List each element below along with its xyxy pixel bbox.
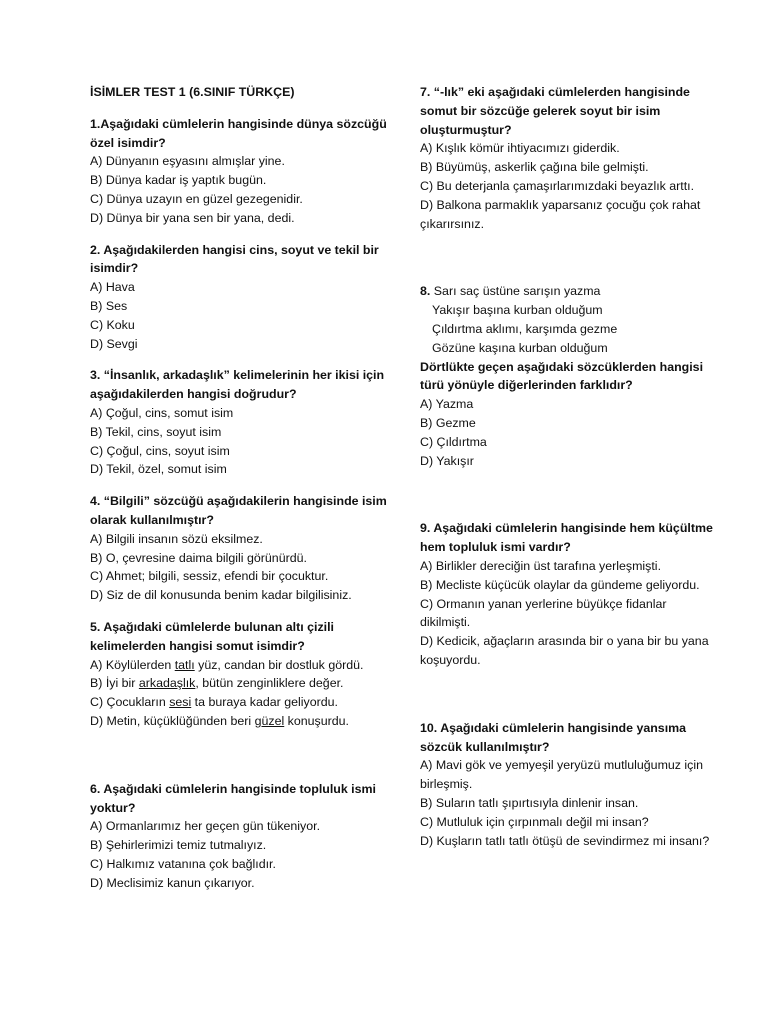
option-a: A) Hava <box>90 280 135 295</box>
question-10 <box>420 719 720 851</box>
question-1 <box>90 115 390 228</box>
option-b: B) Ses <box>90 298 128 313</box>
question-stem: 7. “-lık” eki aşağıdaki cümlelerden hangisinde somut bir sözcüğe gelerek soyut bir isim oluşturmuştur? <box>420 85 690 137</box>
option-d: D) Dünya bir yana sen bir yana, dedi. <box>90 210 295 225</box>
option-d: D) Balkona parmaklık yaparsanız çocuğu çok rahat çıkarırsınız. <box>420 197 701 231</box>
option-c-text-rest: ta buraya kadar geliyordu. <box>191 695 338 710</box>
option-a <box>90 656 390 675</box>
question-8 <box>420 282 720 470</box>
option-c-text: C) Çocukların <box>90 695 170 710</box>
option-c: C) Halkımız vatanına çok bağlıdır. <box>90 856 276 871</box>
test-title: İSİMLER TEST 1 (6.SINIF TÜRKÇE) <box>90 85 295 99</box>
spacer <box>420 483 720 519</box>
poem-line-text: Sarı saç üstüne sarışın yazma <box>433 284 601 299</box>
option-c <box>90 693 390 712</box>
option-c: C) Ormanın yanan yerlerine büyükçe fidanlar dikilmişti. <box>420 596 667 630</box>
question-stem: Dörtlükte geçen aşağıdaki sözcüklerden hangisi türü yönüyle diğerlerinden farklıdır? <box>420 359 704 393</box>
option-c: C) Çıldırtma <box>420 434 487 449</box>
option-a-text-rest: yüz, candan bir dostluk gördü. <box>194 657 364 672</box>
option-a: A) Yazma <box>420 397 474 412</box>
option-d: D) Tekil, özel, somut isim <box>90 462 227 477</box>
question-2 <box>90 241 390 354</box>
option-a: A) Ormanlarımız her geçen gün tükeniyor. <box>90 819 321 834</box>
option-b: B) Gezme <box>420 415 476 430</box>
option-c: C) Koku <box>90 317 135 332</box>
question-stem: 3. “İnsanlık, arkadaşlık” kelimelerinin her ikisi için aşağıdakilerden hangisi doğrudur? <box>90 368 385 402</box>
option-c: C) Bu deterjanla çamaşırlarımızdaki beyazlık arttı. <box>420 178 695 193</box>
option-b: B) O, çevresine daima bilgili görünürdü. <box>90 550 307 565</box>
option-d: D) Yakışır <box>420 453 474 468</box>
poem-line: Yakışır başına kurban olduğum <box>432 303 603 318</box>
option-b: B) Şehirlerimizi temiz tutmalıyız. <box>90 838 267 853</box>
option-d: D) Siz de dil konusunda benim kadar bilgilisiniz. <box>90 588 352 603</box>
option-b: B) Büyümüş, askerlik çağına bile gelmişti. <box>420 160 649 175</box>
option-b <box>90 674 390 693</box>
option-b: B) Tekil, cins, soyut isim <box>90 424 222 439</box>
question-stem: 5. Aşağıdaki cümlelerde bulunan altı çizili kelimelerden hangisi somut isimdir? <box>90 619 334 653</box>
question-6 <box>90 780 390 893</box>
question-5 <box>90 618 390 731</box>
option-a: A) Birlikler dereciğin üst tarafına yerleşmişti. <box>420 558 662 573</box>
question-number: 8. <box>420 284 431 299</box>
question-3 <box>90 366 390 479</box>
spacer <box>420 683 720 719</box>
option-a: A) Bilgili insanın sözü eksilmez. <box>90 531 263 546</box>
option-d-text-rest: konuşurdu. <box>284 713 349 728</box>
poem-line: Çıldırtma aklımı, karşımda gezme <box>432 321 618 336</box>
option-d <box>90 712 390 731</box>
option-a: A) Kışlık kömür ihtiyacımızı giderdik. <box>420 141 620 156</box>
option-d-text: D) Metin, küçüklüğünden beri <box>90 713 255 728</box>
underlined-word: arkadaşlık <box>138 676 196 691</box>
option-d: D) Meclisimiz kanun çıkarıyor. <box>90 875 255 890</box>
question-stem: 6. Aşağıdaki cümlelerin hangisinde topluluk ismi yoktur? <box>90 781 376 815</box>
left-column <box>90 83 390 905</box>
option-b: B) Mecliste küçücük olaylar da gündeme geliyordu. <box>420 577 700 592</box>
option-a: A) Dünyanın eşyasını almışlar yine. <box>90 154 285 169</box>
spacer <box>420 246 720 282</box>
option-c: C) Ahmet; bilgili, sessiz, efendi bir çocuktur. <box>90 569 329 584</box>
option-c: C) Çoğul, cins, soyut isim <box>90 443 230 458</box>
option-a: A) Çoğul, cins, somut isim <box>90 405 234 420</box>
question-9 <box>420 519 720 669</box>
option-a: A) Mavi gök ve yemyeşil yeryüzü mutluluğumuz için birleşmiş. <box>420 758 704 792</box>
right-column <box>420 83 720 863</box>
underlined-word: sesi <box>169 695 192 710</box>
option-d: D) Kuşların tatlı tatlı ötüşü de sevindirmez mi insanı? <box>420 833 710 848</box>
option-d: D) Sevgi <box>90 336 138 351</box>
option-a-text: A) Köylülerden <box>90 657 175 672</box>
option-b: B) Dünya kadar iş yaptık bugün. <box>90 173 267 188</box>
option-c: C) Mutluluk için çırpınmalı değil mi insan? <box>420 814 649 829</box>
question-stem: 10. Aşağıdaki cümlelerin hangisinde yansıma sözcük kullanılmıştır? <box>420 720 687 754</box>
option-b-text-rest: , bütün zenginliklere değer. <box>195 676 344 691</box>
question-7 <box>420 83 720 233</box>
question-stem: 4. “Bilgili” sözcüğü aşağıdakilerin hangisinde isim olarak kullanılmıştır? <box>90 494 387 527</box>
option-b-text: B) İyi bir <box>90 676 139 691</box>
poem-line: Gözüne kaşına kurban olduğum <box>432 340 608 355</box>
spacer <box>90 744 390 780</box>
option-c: C) Dünya uzayın en güzel gezegenidir. <box>90 191 303 206</box>
question-4 <box>90 492 390 605</box>
underlined-word: güzel <box>254 713 285 728</box>
question-stem: 2. Aşağıdakilerden hangisi cins, soyut ve tekil bir isimdir? <box>90 242 379 276</box>
question-stem: 1.Aşağıdaki cümlelerin hangisinde dünya sözcüğü özel isimdir? <box>90 116 387 150</box>
poem-line <box>420 282 720 301</box>
option-d: D) Kedicik, ağaçların arasında bir o yana bir bu yana koşuyordu. <box>420 634 709 667</box>
question-stem: 9. Aşağıdaki cümlelerin hangisinde hem küçültme hem topluluk ismi vardır? <box>420 521 713 555</box>
option-b: B) Suların tatlı şıpırtısıyla dinlenir insan. <box>420 795 639 810</box>
underlined-word: tatlı <box>174 657 195 672</box>
